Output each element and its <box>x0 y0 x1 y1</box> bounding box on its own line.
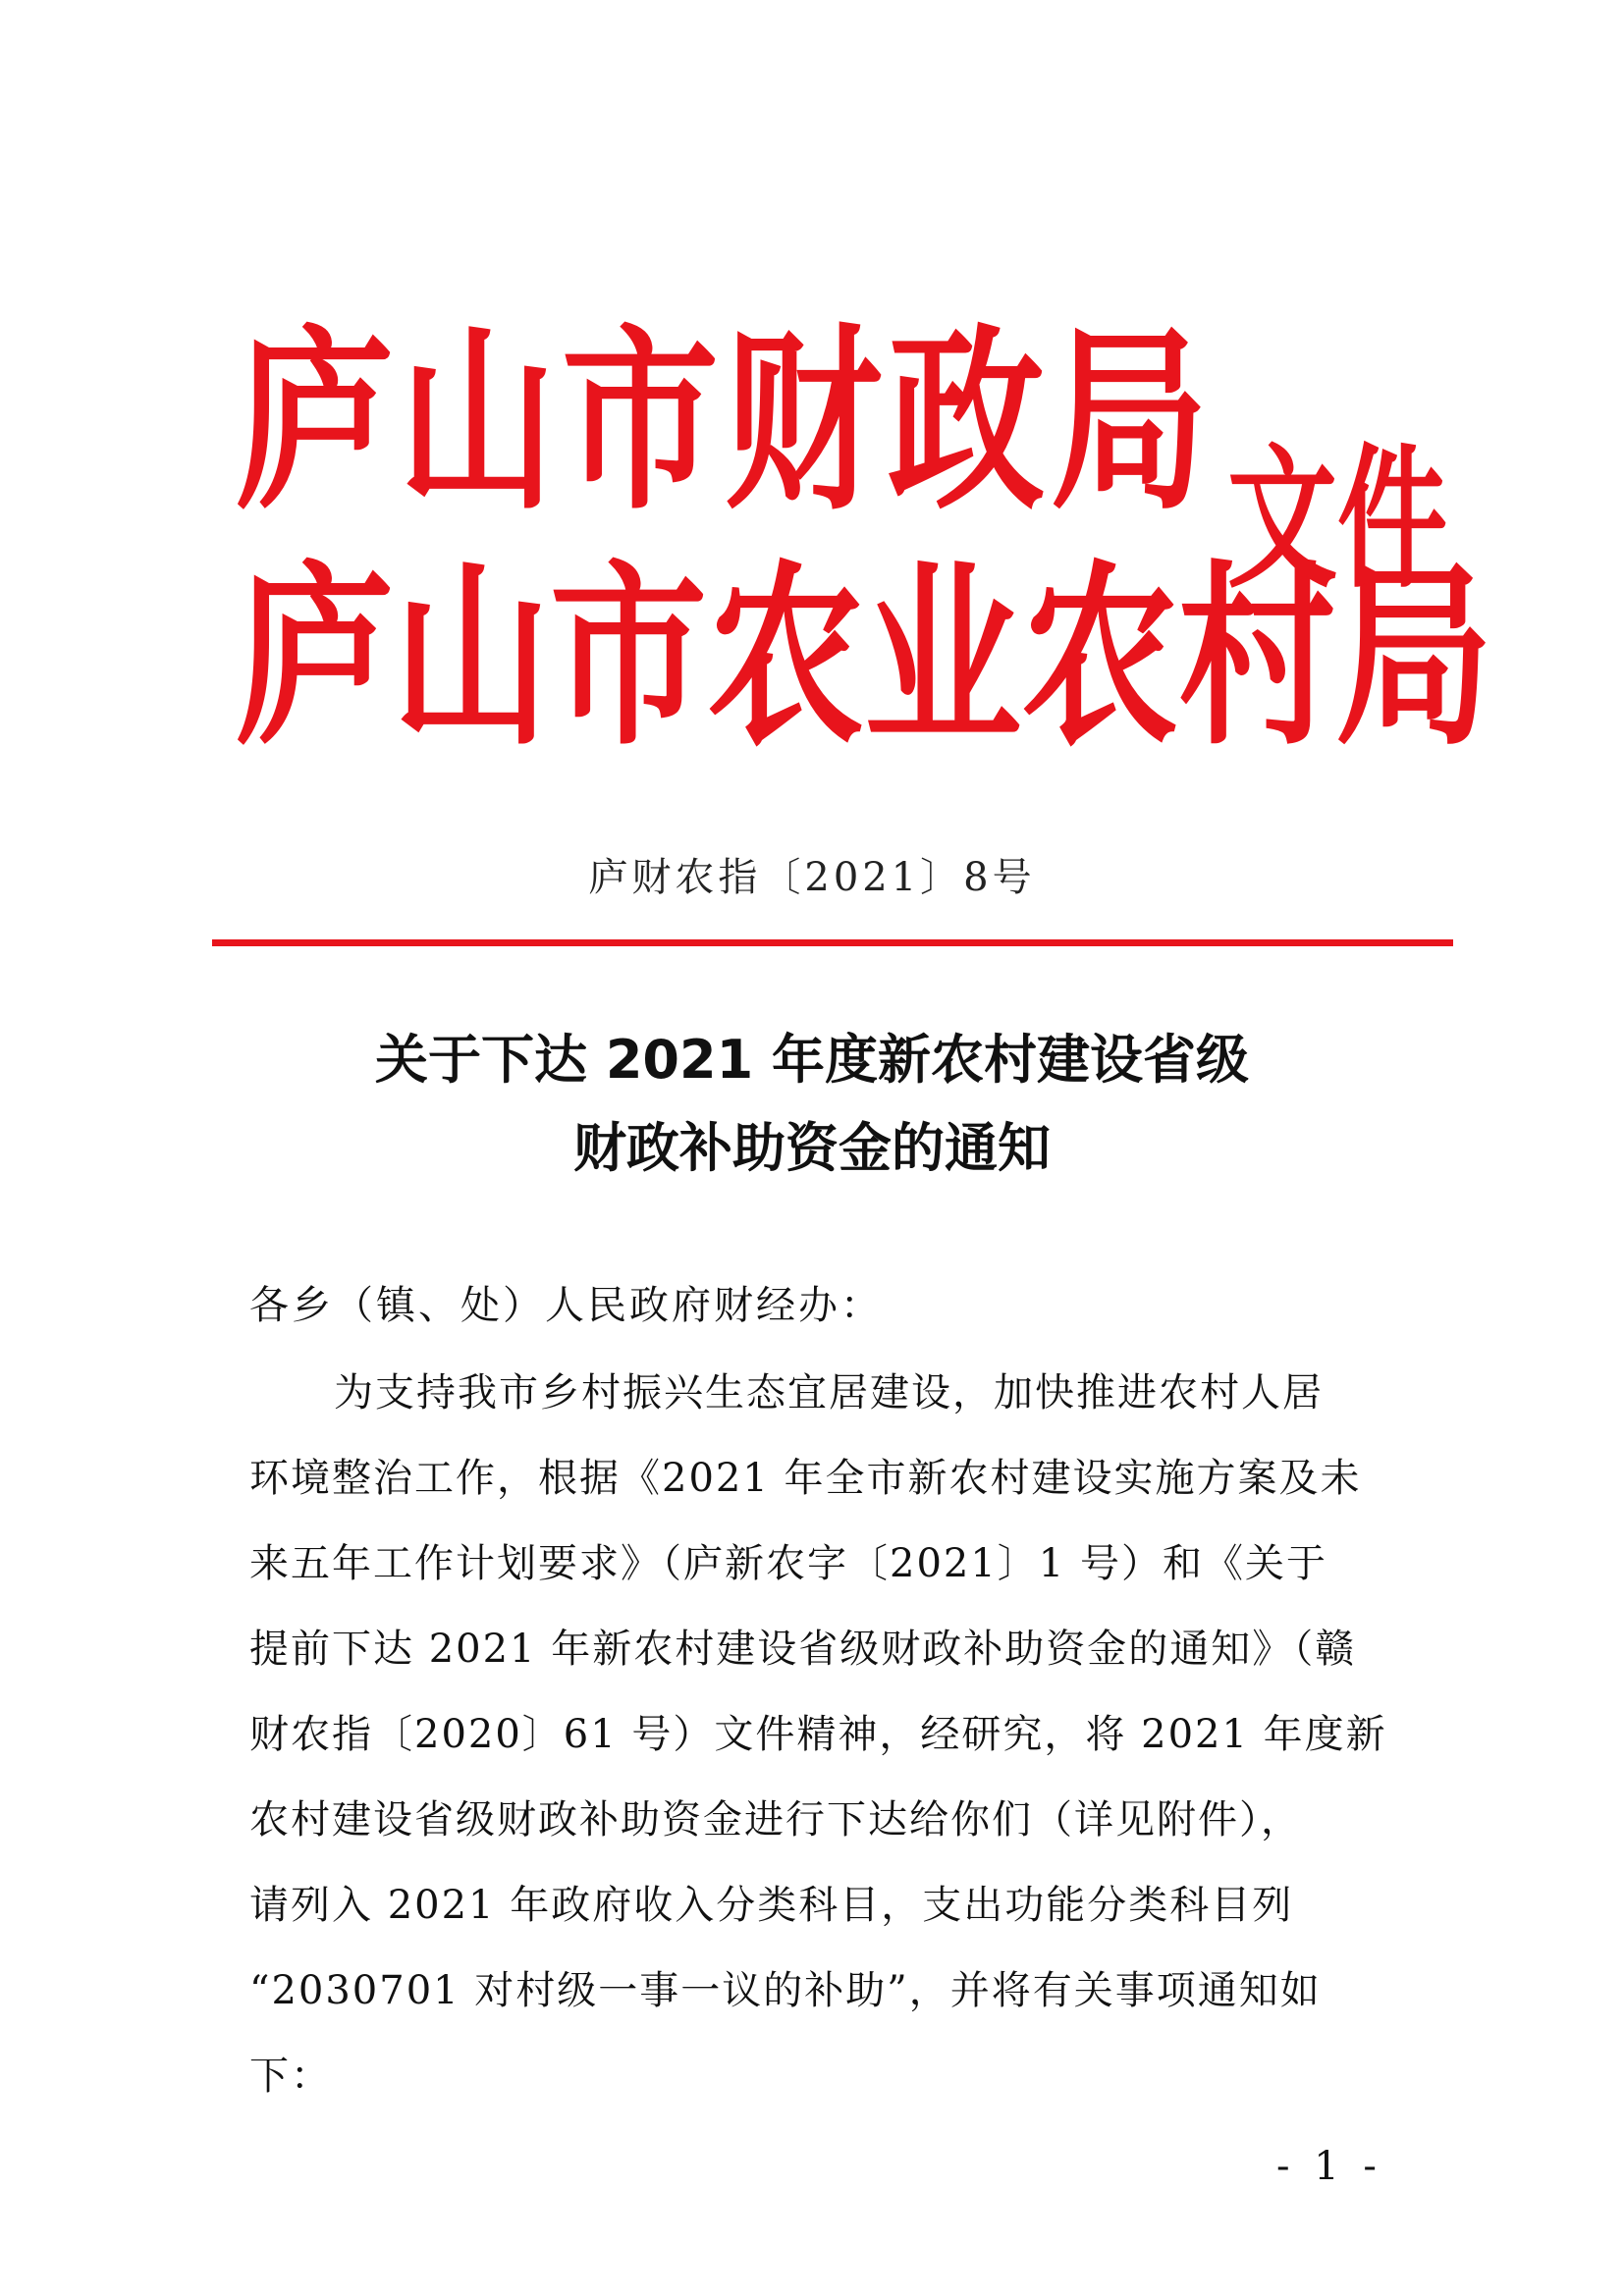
salutation: 各乡（镇、处）人民政府财经办： <box>249 1283 883 1328</box>
body-line: 请列入 2021 年政府收入分类科目，支出功能分类科目列 <box>249 1883 1294 1928</box>
masthead-char: 村 <box>1178 542 1336 773</box>
body-line: 为支持我市乡村振兴生态宜居建设，加快推进农村人居 <box>334 1370 1324 1415</box>
body-line: “2030701 对村级一事一议的补助”，并将有关事项通知如 <box>249 1968 1322 2013</box>
masthead-char: 农 <box>1021 542 1179 773</box>
body-line: 来五年工作计划要求》（庐新农字〔2021〕1 号）和《关于 <box>249 1541 1327 1586</box>
masthead-char: 财 <box>724 306 882 537</box>
masthead-char: 市 <box>561 306 719 537</box>
body-line: 农村建设省级财政补助资金进行下达给你们（详见附件）， <box>249 1797 1302 1842</box>
masthead-char: 市 <box>550 542 708 773</box>
masthead-char: 山 <box>393 542 551 773</box>
masthead-line-agriculture-bureau <box>236 523 1493 793</box>
document-title <box>0 1016 1624 1193</box>
masthead-char: 庐 <box>236 306 394 537</box>
body-line: 提前下达 2021 年新农村建设省级财政补助资金的通知》（赣 <box>249 1627 1357 1672</box>
body-paragraph <box>249 1351 1387 2119</box>
title-line-2: 财政补助资金的通知 <box>573 1117 1051 1179</box>
masthead-char: 农 <box>707 542 865 773</box>
masthead-suffix: 文件 <box>1227 431 1447 610</box>
masthead-line-finance-bureau <box>236 288 1208 558</box>
red-divider-line <box>212 939 1453 946</box>
masthead-char: 局 <box>1335 542 1493 773</box>
masthead-char: 局 <box>1050 306 1208 537</box>
masthead-char: 庐 <box>236 542 394 773</box>
body-line: 环境整治工作，根据《2021 年全市新农村建设实施方案及未 <box>249 1456 1362 1501</box>
document-number: 庐财农指〔2021〕8号 <box>588 855 1036 900</box>
masthead-char: 业 <box>864 542 1022 773</box>
page-number: - 1 - <box>1276 2144 1382 2189</box>
masthead-char: 政 <box>887 306 1045 537</box>
red-masthead <box>236 306 1493 775</box>
body-line: 财农指〔2020〕61 号）文件精神，经研究，将 2021 年度新 <box>249 1712 1387 1757</box>
title-line-1: 关于下达 2021 年度新农村建设省级 <box>375 1029 1249 1091</box>
body-line: 下： <box>249 2054 332 2099</box>
masthead-char: 山 <box>398 306 556 537</box>
